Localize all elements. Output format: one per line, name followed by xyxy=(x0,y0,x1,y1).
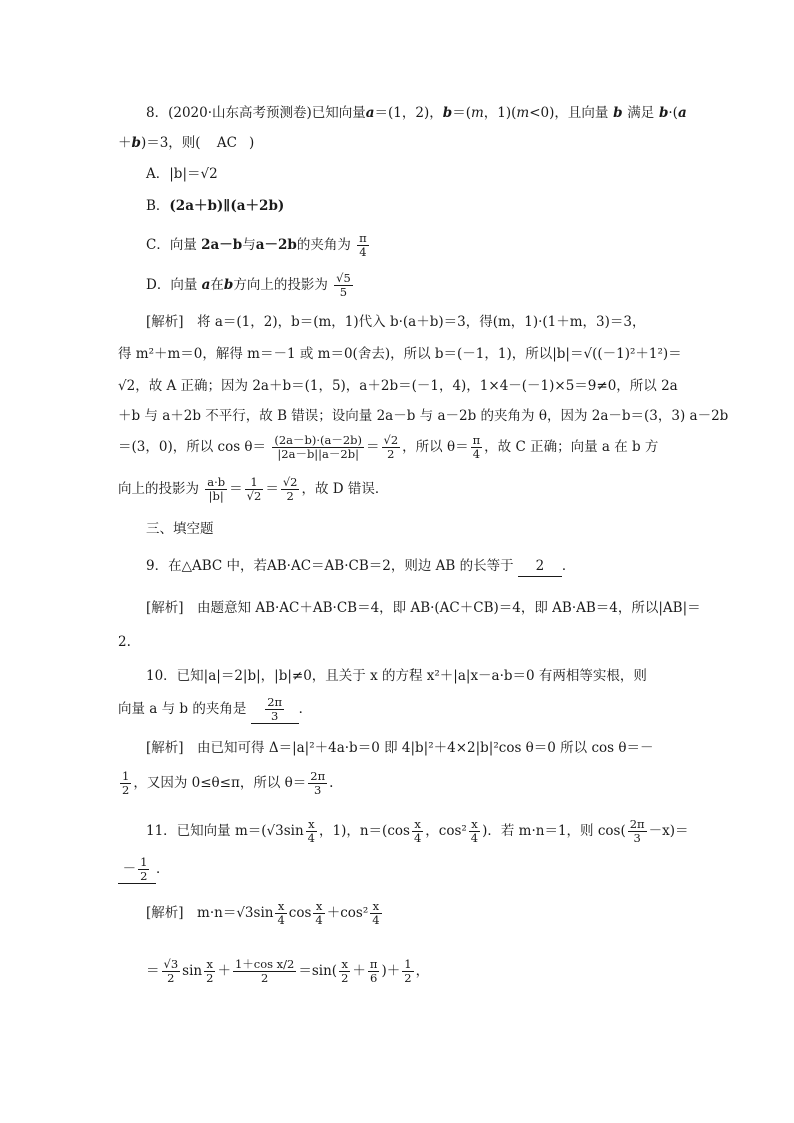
q10-solution-line2: $\frac{1}{2}$ ，又因为 0≤θ≤π，所以 θ＝ $\frac{2\pi}{3}$ . xyxy=(122,769,334,797)
fraction: $\frac{1}{√2}$ xyxy=(246,475,262,503)
q10-stem-line1: 10．已知|a|＝2|b|，|b|≠0，且关于 x 的方程 x²＋|a|x－a·b＝0 有两相等实根，则 xyxy=(146,668,647,684)
q8-option-a: A．|b|＝√2 xyxy=(146,166,218,182)
fraction: $\frac{\pi}{6}$ xyxy=(369,957,378,985)
q11-stem-line1: 11．已知向量 m＝(√3sin $\frac{x}{4}$ ，1)，n＝(cos $\frac{x}{4}$ ，cos² $\frac{x}{4}$ )．若 m·n＝1，则 cos( $\frac{2\pi}{3}$ －x)＝ xyxy=(146,817,689,845)
q8-stem-line2: ＋b)＝3，则( AC ) xyxy=(118,135,255,151)
fraction: $\frac{x}{2}$ xyxy=(206,957,214,985)
q8-option-c: C．向量 2a－b与a－2b的夹角为 $\frac{\pi}{4}$ xyxy=(146,231,367,259)
q11-solution-line1: [解析] m·n＝√3sin $\frac{x}{4}$ cos $\frac{x}{4}$ ＋cos² $\frac{x}{4}$ xyxy=(146,899,380,927)
sol8-line6: 向上的投影为 $\frac{a\cdot b}{|b|}$ ＝ $\frac{1}{√2}$ ＝ $\frac{√2}{2}$ ，故 D 错误． xyxy=(118,475,389,503)
fraction: $\frac{1}{2}$ xyxy=(140,855,148,883)
fraction: $\frac{x}{2}$ xyxy=(341,957,349,985)
section-heading: 三、填空题 xyxy=(146,521,214,537)
fraction: $\frac{√2}{2}$ xyxy=(383,433,399,461)
q8-answer: AC xyxy=(216,135,237,151)
fraction: $\frac{x}{4}$ xyxy=(372,899,380,927)
sol8-line3: √2，故 A 正确；因为 2a＋b＝(1，5)，a＋2b＝(－1，4)，1×4－(－1)×5＝9≠0，所以 2a xyxy=(118,378,678,394)
sol8-line5: ＝(3，0)，所以 cos θ＝ $\frac{(2a-b)\cdot(a-2b)}{|2a-b||a-2b|}$ ＝ $\frac{√2}{2}$ ，所以 θ＝ $\frac{\pi}{4}$ ，故 C 正确；向量 a 在 b 方 xyxy=(118,433,659,461)
q9-solution-line1: [解析] 由题意知 AB·AC＋AB·CB＝4，即 AB·(AC＋CB)＝4，即 AB·AB＝4，所以|AB|＝ xyxy=(146,600,701,616)
q11-stem-line2: － $\frac{1}{2}$ ． xyxy=(118,856,170,884)
fraction: $\frac{√2}{2}$ xyxy=(282,475,298,503)
fraction: $\frac{x}{4}$ xyxy=(315,899,323,927)
fraction: $\frac{\pi}{4}$ xyxy=(472,433,481,461)
q10-stem-line2: 向量 a 与 b 的夹角是 $\frac{2\pi}{3}$ ． xyxy=(118,695,313,723)
fraction: $\frac{1}{2}$ xyxy=(404,957,412,985)
q10-solution-line1: [解析] 由已知可得 Δ＝|a|²＋4a·b＝0 即 4|b|²＋4×2|b|²cos θ＝0 所以 cos θ＝－ xyxy=(146,740,654,756)
sol8-line1: [解析] 将 a＝(1，2)，b＝(m，1)代入 b·(a＋b)＝3，得(m，1)·(1＋m，3)＝3， xyxy=(146,314,646,330)
fraction: $\frac{x}{4}$ xyxy=(307,817,315,845)
sol8-line2: 得 m²＋m＝0，解得 m＝－1 或 m＝0(舍去)，所以 b＝(－1，1)，所以|b|＝√((－1)²＋1²)＝ xyxy=(118,346,682,362)
q11-solution-line2: ＝ $\frac{√3}{2}$ sin $\frac{x}{2}$ ＋ $\frac{\text{1＋cos x/2}}{2}$ ＝sin( $\frac{x}{2}$ ＋ $\frac{\pi}{6}$ )＋ $\frac{1}{2}$ ， xyxy=(146,957,430,985)
q9-answer-blank: 2 xyxy=(518,556,562,577)
fraction: $\frac{2\pi}{3}$ xyxy=(267,695,283,723)
q8-option-b: B．(2a＋b)∥(a＋2b) xyxy=(146,198,285,214)
sol8-line4: ＋b 与 a＋2b 不平行，故 B 错误；设向量 2a－b 与 a－2b 的夹角为 θ，因为 2a－b＝(3，3) a－2b xyxy=(118,408,729,424)
fraction: $\frac{\pi}{4}$ xyxy=(359,231,367,259)
fraction: $\frac{2\pi}{3}$ xyxy=(629,817,645,845)
fraction: $\frac{\text{1＋cos x/2}}{2}$ xyxy=(234,957,295,985)
fraction: $\frac{√3}{2}$ xyxy=(163,957,179,985)
fraction: $\frac{x}{4}$ xyxy=(413,817,422,845)
q11-answer-blank: － $\frac{1}{2}$ xyxy=(118,856,156,884)
fraction: $\frac{(2a-b)\cdot(a-2b)}{|2a-b||a-2b|}$ xyxy=(274,433,363,461)
q10-answer-blank xyxy=(251,696,299,724)
q9-stem: 9．在△ABC 中，若AB·AC＝AB·CB＝2，则边 AB 的长等于 2 ． xyxy=(146,556,575,577)
q8-stem-line1: 8．(2020·山东高考预测卷)已知向量a＝(1，2)，b＝(m，1)(m<0)，且向量 b 满足 b·(a xyxy=(146,105,687,121)
fraction: $\frac{1}{2}$ xyxy=(122,769,130,797)
fraction: $\frac{2\pi}{3}$ xyxy=(310,769,326,797)
fraction: $\frac{a\cdot b}{|b|}$ xyxy=(207,475,226,503)
fraction: $\frac{x}{4}$ xyxy=(277,899,285,927)
fraction: $\frac{x}{4}$ xyxy=(470,817,479,845)
q8-option-d: D．向量 a在b方向上的投影为 $\frac{√5}{5}$ xyxy=(146,271,351,299)
fraction: $\frac{√5}{5}$ xyxy=(336,271,351,299)
q9-solution-line2: 2. xyxy=(118,634,131,650)
